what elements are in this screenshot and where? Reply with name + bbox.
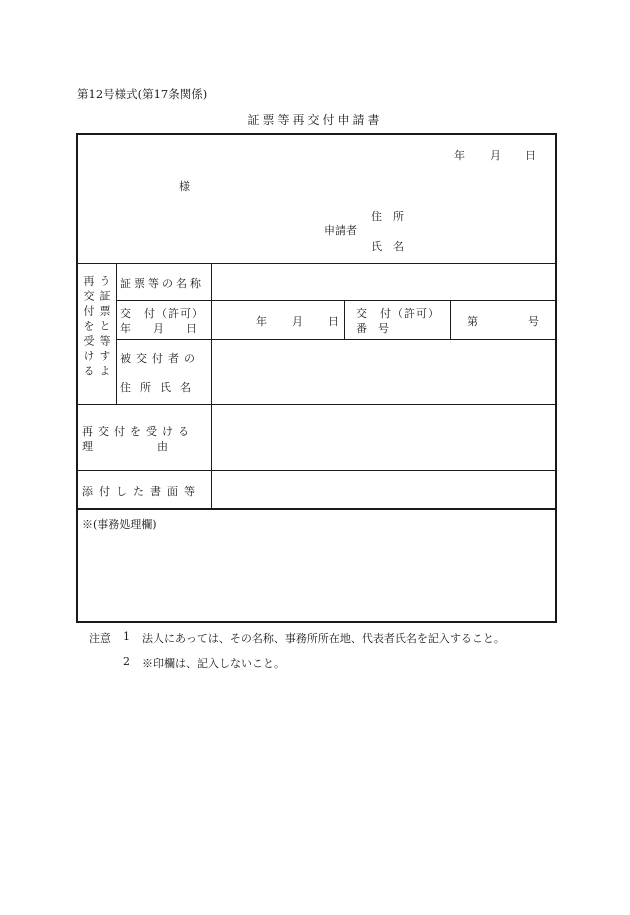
office-use-label: ※(事務処理欄) bbox=[82, 518, 157, 531]
row-reason-label-2: 理 由 bbox=[82, 440, 172, 453]
grid-line bbox=[211, 264, 212, 509]
note-2-text: ※印欄は、記入しないこと。 bbox=[142, 657, 285, 670]
issue-month: 月 bbox=[292, 315, 303, 328]
date-year: 年 bbox=[454, 149, 465, 162]
grid-line bbox=[77, 470, 556, 471]
side-label-col2: う証票と等すよ bbox=[98, 275, 111, 380]
row-recipient-label-2: 住所氏名 bbox=[120, 381, 200, 394]
form-id: 第12号様式(第17条関係) bbox=[77, 87, 208, 101]
row-reason-label-1: 再交付を受ける bbox=[82, 425, 194, 438]
row-issue-no-label-1: 交 付（許可） bbox=[356, 307, 440, 320]
applicant-label: 申請者 bbox=[324, 224, 357, 237]
grid-line bbox=[77, 263, 556, 264]
issue-no-prefix: 第 bbox=[467, 315, 478, 328]
row-issue-date-label-2: 年 月 日 bbox=[120, 322, 197, 335]
issue-year: 年 bbox=[256, 315, 267, 328]
note-1-num: 1 bbox=[123, 630, 130, 643]
grid-line bbox=[116, 264, 117, 404]
date-day: 日 bbox=[525, 149, 536, 162]
row-recipient-label-1: 被交付者の bbox=[120, 352, 200, 365]
row-issue-date-label-1: 交 付（許可） bbox=[120, 307, 204, 320]
side-label-col1: 再交付を受ける bbox=[82, 275, 95, 380]
form-title: 証票等再交付申請書 bbox=[247, 113, 383, 127]
note-2-num: 2 bbox=[123, 655, 130, 668]
row-issue-no-label-2: 番 号 bbox=[356, 322, 389, 335]
issue-day: 日 bbox=[328, 315, 339, 328]
date-month: 月 bbox=[490, 149, 501, 162]
grid-line bbox=[77, 404, 556, 405]
note-1-text: 法人にあっては、その名称、事務所所在地、代表者氏名を記入すること。 bbox=[142, 632, 505, 645]
grid-line bbox=[450, 301, 451, 339]
issue-no-suffix: 号 bbox=[528, 315, 539, 328]
grid-line bbox=[344, 301, 345, 339]
address-label: 住 所 bbox=[371, 210, 404, 223]
name-label: 氏 名 bbox=[371, 240, 404, 253]
addressee-suffix: 様 bbox=[179, 180, 190, 193]
grid-line bbox=[116, 339, 556, 340]
row-attachments-label: 添付した書面等 bbox=[82, 485, 201, 498]
row-name-label: 証票等の名称 bbox=[120, 277, 204, 290]
grid-line bbox=[116, 300, 556, 301]
notes-heading: 注意 bbox=[89, 632, 111, 645]
